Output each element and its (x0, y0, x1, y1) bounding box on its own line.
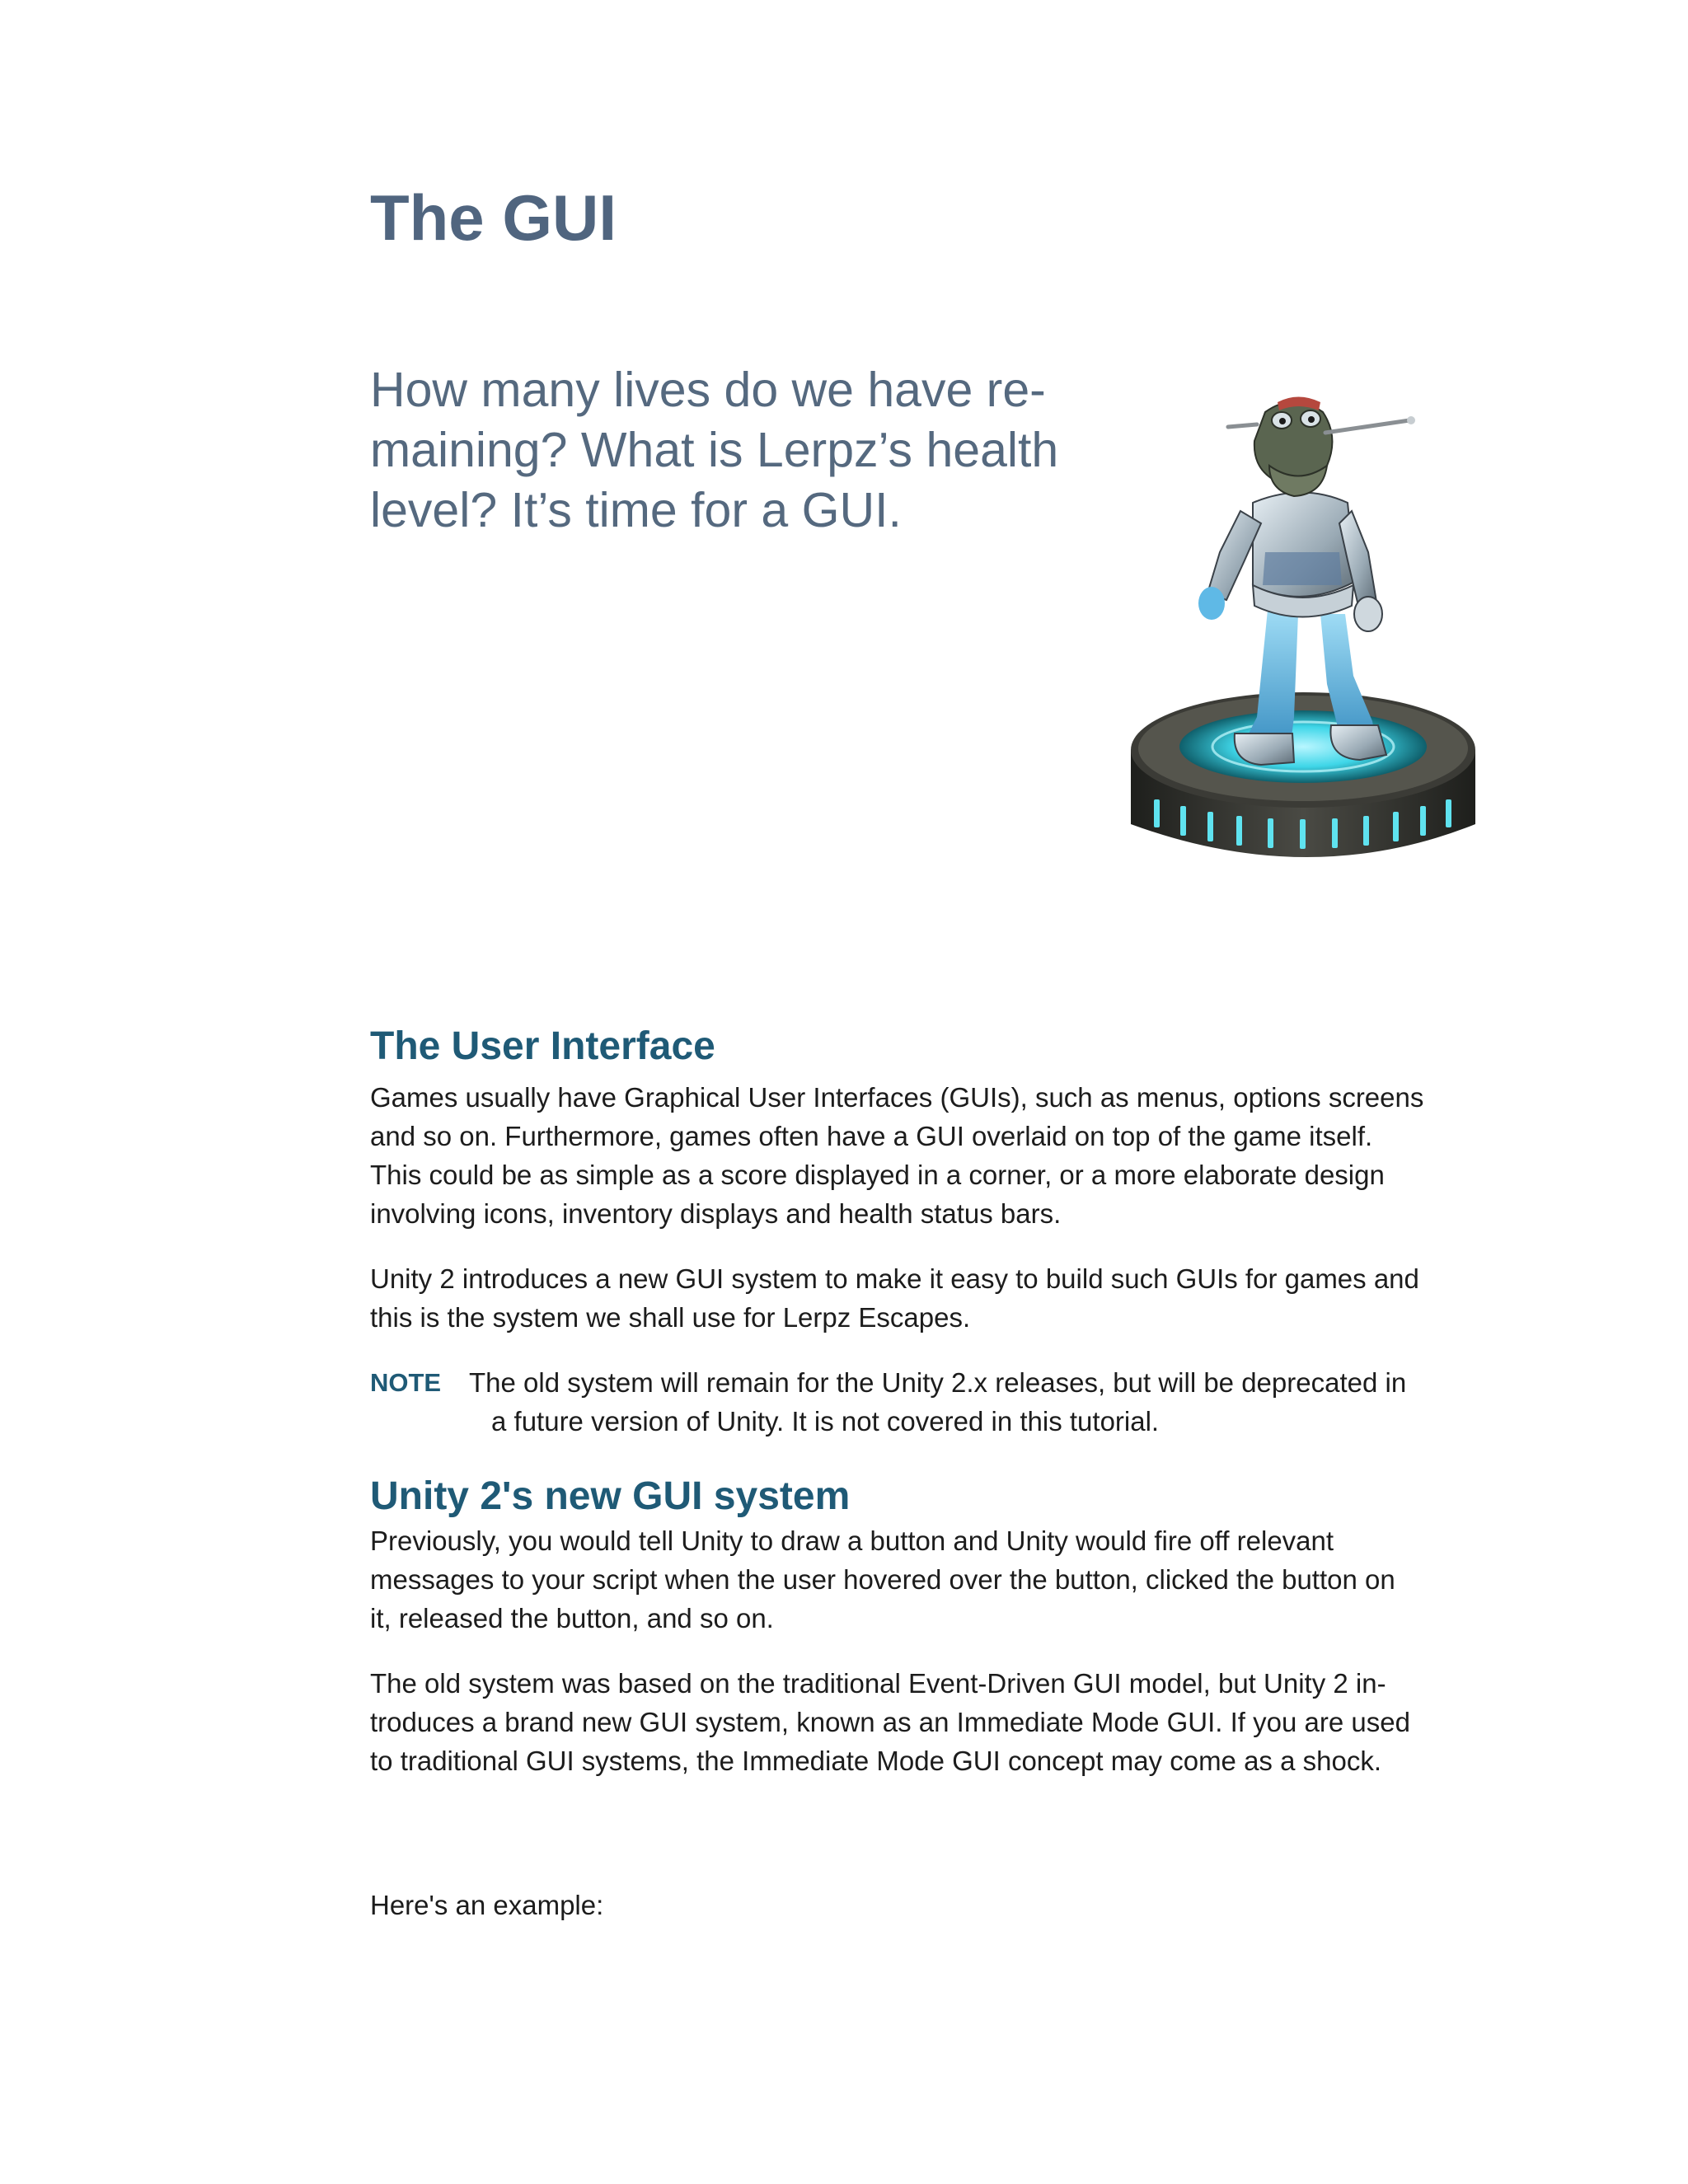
closing-line: Here's an example: (370, 1890, 604, 1920)
section-heading-new-gui-system: Unity 2's new GUI system (370, 1474, 851, 1518)
paragraph-line: This could be as simple as a score displayed in a corner, or a more elaborate design (370, 1160, 1385, 1190)
paragraph-line: The old system was based on the traditional Event-Driven GUI model, but Unity 2 in- (370, 1668, 1386, 1699)
note-label: NOTE (370, 1368, 442, 1397)
paragraph-line: and so on. Furthermore, games often have a GUI overlaid on top of the game itself. (370, 1121, 1373, 1151)
note-line: The old system will remain for the Unity 2.x releases, but will be deprecated in (469, 1367, 1407, 1398)
paragraph-line: to traditional GUI systems, the Immediate Mode GUI concept may come as a shock. (370, 1746, 1381, 1776)
note-line: a future version of Unity. It is not covered in this tutorial. (491, 1406, 1160, 1436)
intro-line: maining? What is Lerpz’s health (370, 423, 1059, 477)
paragraph-line: messages to your script when the user hovered over the button, clicked the button on (370, 1564, 1395, 1595)
intro-line: How many lives do we have re- (370, 363, 1046, 417)
paragraph-line: Previously, you would tell Unity to draw a button and Unity would fire off relevant (370, 1526, 1334, 1556)
paragraph-line: troduces a brand new GUI system, known as an Immediate Mode GUI. If you are used (370, 1707, 1410, 1737)
main-content (370, 1022, 1483, 1924)
section-heading-user-interface: The User Interface (370, 1024, 715, 1068)
note-text (469, 1363, 1406, 1441)
paragraph (370, 1521, 1483, 1638)
pedestal (1131, 692, 1475, 857)
paragraph (370, 1664, 1483, 1780)
note-block (370, 1363, 1483, 1441)
paragraph-line: Unity 2 introduces a new GUI system to make it easy to build such GUIs for games and (370, 1263, 1419, 1294)
intro-line: level? It’s time for a GUI. (370, 483, 902, 537)
paragraph (370, 1078, 1483, 1233)
paragraph (370, 1259, 1483, 1337)
paragraph-line: it, released the button, and so on. (370, 1603, 774, 1633)
chapter-intro (370, 360, 1128, 541)
paragraph-line: involving icons, inventory displays and health status bars. (370, 1198, 1062, 1229)
paragraph-line: this is the system we shall use for Lerpz Escapes. (370, 1302, 971, 1333)
chapter-title: The GUI (370, 181, 617, 254)
lerpz-robot-illustration-icon (1129, 387, 1492, 907)
paragraph-line: Games usually have Graphical User Interfaces (GUIs), such as menus, options screens (370, 1082, 1424, 1113)
